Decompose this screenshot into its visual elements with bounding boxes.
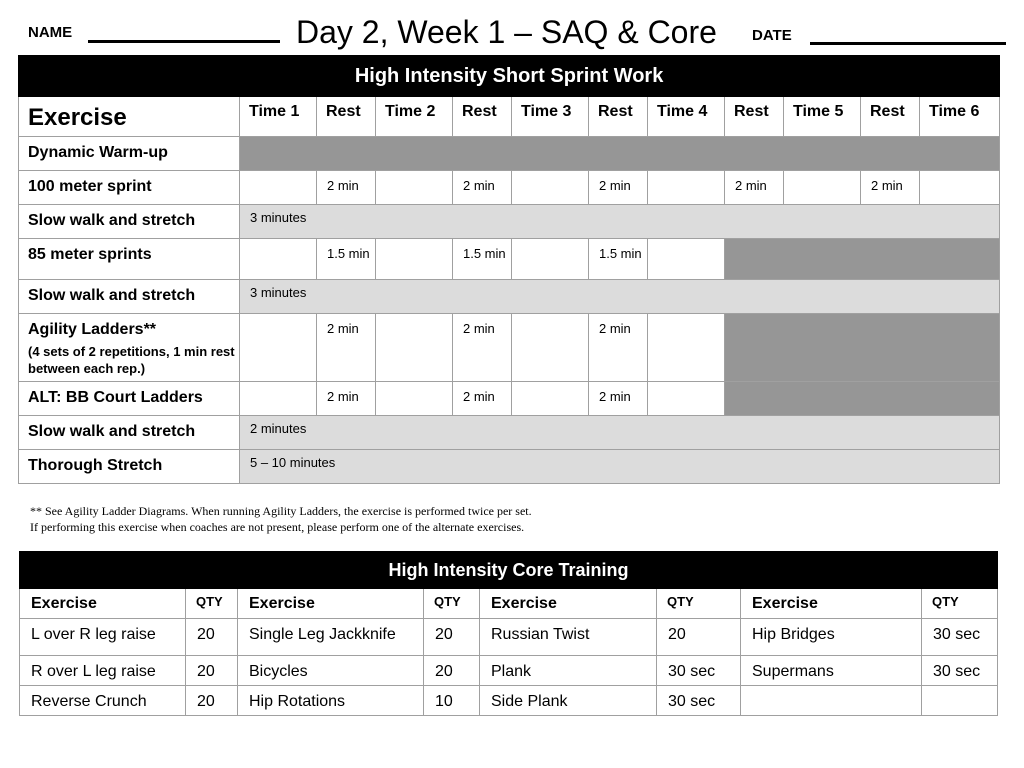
- rest-cell: 2 min: [453, 314, 512, 382]
- time-entry-cell[interactable]: [784, 171, 861, 205]
- worksheet-header: [0, 0, 1024, 54]
- core-qty: 30 sec: [657, 686, 741, 716]
- core-qty: 20: [424, 619, 480, 656]
- core-qty: 20: [657, 619, 741, 656]
- core-exercise: Single Leg Jackknife: [238, 619, 424, 656]
- time-entry-cell[interactable]: [920, 171, 1000, 205]
- table-row: [19, 416, 1000, 450]
- core-qty: 10: [424, 686, 480, 716]
- duration-note: 3 minutes: [240, 205, 1000, 239]
- shaded-cell: [725, 314, 1000, 382]
- date-label: DATE: [752, 27, 792, 44]
- time-entry-cell[interactable]: [648, 239, 725, 280]
- rest-cell: 2 min: [861, 171, 920, 205]
- time-entry-cell[interactable]: [512, 239, 589, 280]
- exercise-name: Slow walk and stretch: [19, 205, 240, 239]
- table-row: [19, 137, 1000, 171]
- duration-note: 5 – 10 minutes: [240, 450, 1000, 484]
- rest-cell: 2 min: [317, 382, 376, 416]
- core-qty: 20: [186, 619, 238, 656]
- footnote: [30, 503, 532, 535]
- exercise-name: Slow walk and stretch: [19, 280, 240, 314]
- core-qty: [922, 686, 998, 716]
- sprint-table: [18, 55, 1000, 484]
- core-header-row: [20, 589, 998, 619]
- time-entry-cell[interactable]: [512, 171, 589, 205]
- sprint-header-exercise: Exercise: [19, 97, 240, 137]
- rest-cell: 2 min: [317, 314, 376, 382]
- name-blank-line: [88, 40, 280, 43]
- core-exercise: Bicycles: [238, 656, 424, 686]
- exercise-name: 100 meter sprint: [19, 171, 240, 205]
- time-entry-cell[interactable]: [512, 314, 589, 382]
- core-title: High Intensity Core Training: [20, 552, 998, 589]
- exercise-name: 85 meter sprints: [19, 239, 240, 280]
- core-qty: 20: [186, 656, 238, 686]
- sprint-header-rest: Rest: [589, 97, 648, 137]
- core-exercise: Supermans: [741, 656, 922, 686]
- table-row: [20, 656, 998, 686]
- footnote-line: If performing this exercise when coaches are not present, please perform one of the alternate exercises.: [30, 520, 525, 534]
- time-entry-cell[interactable]: [648, 382, 725, 416]
- core-header-exercise: Exercise: [20, 589, 186, 619]
- sprint-header-time-1: Time 1: [240, 97, 317, 137]
- page-title: Day 2, Week 1 – SAQ & Core: [296, 14, 717, 50]
- shaded-cell: [725, 382, 1000, 416]
- time-entry-cell[interactable]: [512, 382, 589, 416]
- table-row: [19, 280, 1000, 314]
- core-exercise: [741, 686, 922, 716]
- sprint-header-rest: Rest: [317, 97, 376, 137]
- sprint-header-time-4: Time 4: [648, 97, 725, 137]
- rest-cell: 1.5 min: [589, 239, 648, 280]
- exercise-subnote: (4 sets of 2 repetitions, 1 min rest between each rep.): [28, 344, 235, 376]
- sprint-header-time-6: Time 6: [920, 97, 1000, 137]
- core-header-exercise: Exercise: [238, 589, 424, 619]
- exercise-name: Agility Ladders**: [28, 321, 157, 338]
- duration-note: 3 minutes: [240, 280, 1000, 314]
- exercise-name: Slow walk and stretch: [19, 416, 240, 450]
- time-entry-cell[interactable]: [376, 382, 453, 416]
- time-entry-cell[interactable]: [240, 239, 317, 280]
- table-row: [19, 450, 1000, 484]
- table-row: [20, 619, 998, 656]
- core-exercise: Hip Rotations: [238, 686, 424, 716]
- core-header-exercise: Exercise: [741, 589, 922, 619]
- core-exercise: L over R leg raise: [20, 619, 186, 656]
- table-row: [19, 205, 1000, 239]
- name-label: NAME: [28, 24, 73, 41]
- sprint-header-rest: Rest: [725, 97, 784, 137]
- time-entry-cell[interactable]: [648, 314, 725, 382]
- core-exercise: Reverse Crunch: [20, 686, 186, 716]
- time-entry-cell[interactable]: [376, 171, 453, 205]
- core-header-qty: QTY: [186, 589, 238, 619]
- core-exercise: Plank: [480, 656, 657, 686]
- shaded-cell: [240, 137, 1000, 171]
- shaded-cell: [725, 239, 1000, 280]
- core-header-qty: QTY: [922, 589, 998, 619]
- table-row: [20, 686, 998, 716]
- core-qty: 30 sec: [657, 656, 741, 686]
- core-title-row: [20, 552, 998, 589]
- rest-cell: 2 min: [589, 382, 648, 416]
- rest-cell: 2 min: [453, 171, 512, 205]
- rest-cell: 2 min: [589, 171, 648, 205]
- rest-cell: 2 min: [453, 382, 512, 416]
- sprint-header-time-3: Time 3: [512, 97, 589, 137]
- core-exercise: Side Plank: [480, 686, 657, 716]
- exercise-name: Thorough Stretch: [19, 450, 240, 484]
- core-qty: 20: [186, 686, 238, 716]
- exercise-name: ALT: BB Court Ladders: [19, 382, 240, 416]
- sprint-header-row: [19, 97, 1000, 137]
- time-entry-cell[interactable]: [376, 314, 453, 382]
- sprint-header-time-5: Time 5: [784, 97, 861, 137]
- table-row: [19, 239, 1000, 280]
- core-exercise: Hip Bridges: [741, 619, 922, 656]
- core-header-exercise: Exercise: [480, 589, 657, 619]
- duration-note: 2 minutes: [240, 416, 1000, 450]
- core-header-qty: QTY: [424, 589, 480, 619]
- time-entry-cell[interactable]: [240, 382, 317, 416]
- table-row: [19, 314, 1000, 382]
- core-table: [19, 551, 998, 716]
- core-exercise: Russian Twist: [480, 619, 657, 656]
- table-row: [19, 171, 1000, 205]
- exercise-name: Dynamic Warm-up: [19, 137, 240, 171]
- rest-cell: 2 min: [317, 171, 376, 205]
- sprint-header-rest: Rest: [453, 97, 512, 137]
- table-row: [19, 382, 1000, 416]
- rest-cell: 1.5 min: [317, 239, 376, 280]
- date-blank-line: [810, 42, 1006, 45]
- sprint-header-time-2: Time 2: [376, 97, 453, 137]
- time-entry-cell[interactable]: [376, 239, 453, 280]
- exercise-name-cell: [19, 314, 240, 382]
- core-exercise: R over L leg raise: [20, 656, 186, 686]
- core-qty: 30 sec: [922, 619, 998, 656]
- sprint-title-row: [19, 56, 1000, 97]
- sprint-title: High Intensity Short Sprint Work: [19, 56, 1000, 97]
- footnote-line: ** See Agility Ladder Diagrams. When running Agility Ladders, the exercise is performed twice per set.: [30, 504, 532, 518]
- core-header-qty: QTY: [657, 589, 741, 619]
- core-qty: 20: [424, 656, 480, 686]
- sprint-header-rest: Rest: [861, 97, 920, 137]
- rest-cell: 2 min: [589, 314, 648, 382]
- time-entry-cell[interactable]: [240, 171, 317, 205]
- time-entry-cell[interactable]: [240, 314, 317, 382]
- time-entry-cell[interactable]: [648, 171, 725, 205]
- rest-cell: 1.5 min: [453, 239, 512, 280]
- core-qty: 30 sec: [922, 656, 998, 686]
- rest-cell: 2 min: [725, 171, 784, 205]
